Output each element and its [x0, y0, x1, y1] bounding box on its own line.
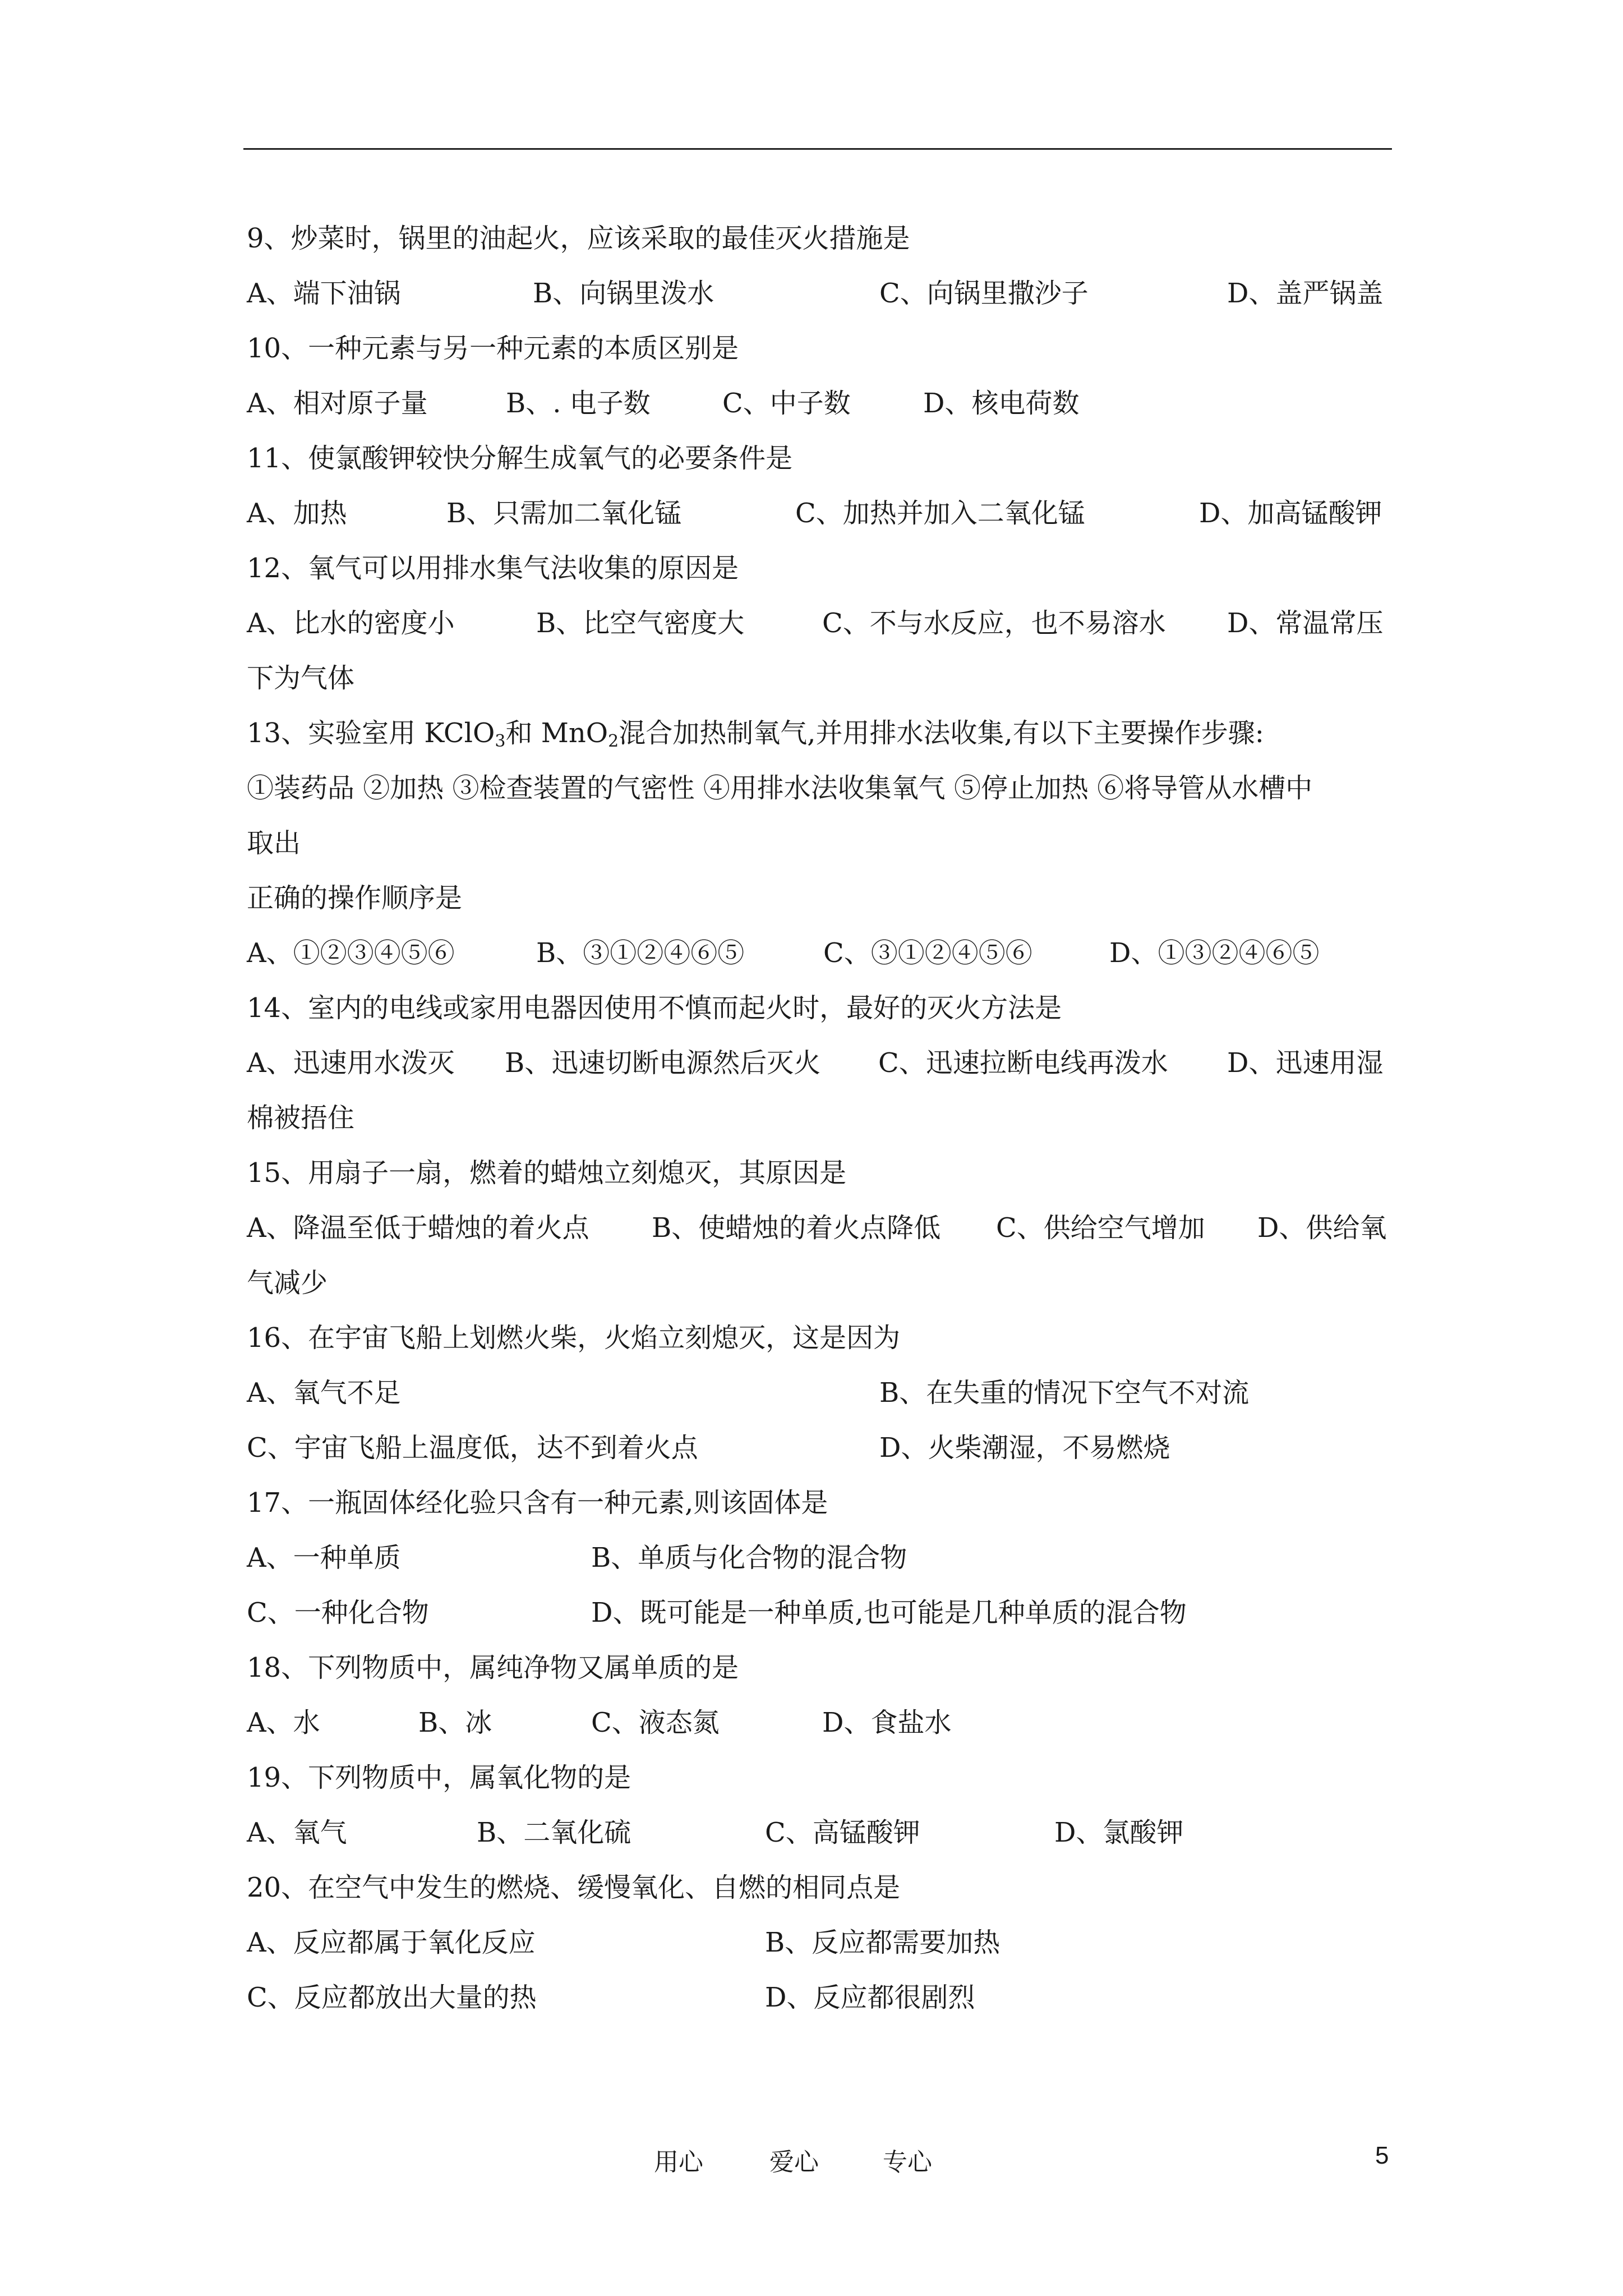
question-12-option-d-continued: 下为气体: [247, 662, 355, 694]
question-15-options: [247, 1200, 1402, 1255]
question-13-prompt: 正确的操作顺序是: [247, 882, 463, 914]
option-c: C、液态氮: [591, 1707, 720, 1738]
option-b: B、迅速切断电源然后灭火: [505, 1047, 821, 1079]
option-d: D、①③②④⑥⑤: [1109, 937, 1320, 969]
option-b: B、单质与化合物的混合物: [591, 1542, 907, 1573]
question-15-stem: 15、用扇子一扇，燃着的蜡烛立刻熄灭，其原因是: [247, 1157, 847, 1189]
option-b: B、③①②④⑥⑤: [536, 937, 745, 969]
option-c: C、迅速拉断电线再泼水: [878, 1047, 1168, 1079]
option-a: A、①②③④⑤⑥: [247, 937, 455, 969]
question-19-stem: 19、下列物质中，属氧化物的是: [247, 1762, 631, 1793]
page-footer: [0, 2142, 1623, 2181]
option-c: C、③①②④⑤⑥: [823, 937, 1032, 969]
question-14-options: [247, 1036, 1402, 1091]
question-16-stem: 16、在宇宙飞船上划燃火柴，火焰立刻熄灭，这是因为: [247, 1322, 901, 1354]
option-b: B、比空气密度大: [536, 608, 745, 639]
question-19-options: [247, 1805, 1402, 1860]
question-list: [247, 211, 1402, 2025]
stem-part-3: 混合加热制氧气,并用排水法收集,有以下主要操作步骤:: [619, 717, 1264, 749]
question-14-option-d-continued: 棉被捂住: [247, 1102, 355, 1134]
option-c: C、不与水反应，也不易溶水: [822, 608, 1166, 639]
question-12-stem: 12、氧气可以用排水集气法收集的原因是: [247, 553, 739, 584]
question-9-stem: 9、炒菜时，锅里的油起火，应该采取的最佳灭火措施是: [247, 223, 910, 254]
question-10-options: [247, 376, 1402, 431]
option-b: B、只需加二氧化锰: [446, 498, 682, 529]
option-d: D、盖严锅盖: [1227, 278, 1384, 309]
option-a: A、反应都属于氧化反应: [247, 1927, 536, 1958]
footer-motto-2: 爱心: [769, 2148, 819, 2177]
option-d: D、火柴潮湿，不易燃烧: [879, 1432, 1170, 1464]
subscript-3: 3: [495, 731, 506, 751]
question-13-steps: ①装药品 ②加热 ③检查装置的气密性 ④用排水法收集氧气 ⑤停止加热 ⑥将导管从水槽中: [247, 772, 1313, 804]
option-d: D、食盐水: [822, 1707, 952, 1738]
question-10-stem: 10、一种元素与另一种元素的本质区别是: [247, 333, 739, 364]
question-20-stem: 20、在空气中发生的燃烧、缓慢氧化、自燃的相同点是: [247, 1872, 901, 1903]
option-a: A、水: [247, 1707, 320, 1738]
question-11-options: [247, 486, 1402, 541]
option-a: A、比水的密度小: [247, 608, 455, 639]
option-b: B、二氧化硫: [477, 1817, 631, 1848]
question-18-options: [247, 1695, 1402, 1750]
option-c: C、加热并加入二氧化锰: [795, 498, 1085, 529]
question-12-options: [247, 596, 1402, 651]
stem-part-1: 13、实验室用 KClO: [247, 717, 495, 749]
page-number: 5: [1375, 2142, 1389, 2169]
option-d: D、反应都很剧烈: [765, 1982, 975, 2013]
question-13-options: [247, 926, 1402, 981]
question-9-options: [247, 266, 1402, 321]
option-c: C、反应都放出大量的热: [247, 1982, 537, 2013]
question-13-stem: [247, 706, 1402, 761]
option-c: C、中子数: [722, 388, 851, 419]
option-a: A、相对原子量: [247, 388, 428, 419]
question-20-options-ab: [247, 1915, 1402, 1970]
question-17-stem: 17、一瓶固体经化验只含有一种元素,则该固体是: [247, 1487, 828, 1519]
option-c: C、一种化合物: [247, 1597, 429, 1628]
option-d: D、既可能是一种单质,也可能是几种单质的混合物: [591, 1597, 1187, 1628]
option-a: A、端下油锅: [247, 278, 401, 309]
option-b: B、使蜡烛的着火点降低: [652, 1212, 941, 1244]
question-18-stem: 18、下列物质中，属纯净物又属单质的是: [247, 1652, 739, 1683]
question-16-options-cd: [247, 1420, 1402, 1475]
option-c: C、向锅里撒沙子: [879, 278, 1089, 309]
option-d: D、加高锰酸钾: [1199, 498, 1382, 529]
option-c: C、供给空气增加: [996, 1212, 1205, 1244]
option-d: D、供给氧: [1257, 1212, 1387, 1244]
header-rule: [243, 148, 1392, 150]
question-17-options-cd: [247, 1585, 1402, 1640]
option-a: A、降温至低于蜡烛的着火点: [247, 1212, 589, 1244]
option-b: B、在失重的情况下空气不对流: [879, 1377, 1249, 1409]
question-17-options-ab: [247, 1530, 1402, 1585]
question-14-stem: 14、室内的电线或家用电器因使用不慎而起火时，最好的灭火方法是: [247, 992, 1062, 1024]
option-b: B、反应都需要加热: [765, 1927, 1000, 1958]
option-d: D、迅速用湿: [1227, 1047, 1384, 1079]
option-a: A、氧气不足: [247, 1377, 401, 1409]
option-c: C、高锰酸钾: [765, 1817, 920, 1848]
question-15-option-d-continued: 气减少: [247, 1267, 328, 1299]
question-20-options-cd: [247, 1970, 1402, 2025]
option-a: A、一种单质: [247, 1542, 401, 1573]
option-a: A、氧气: [247, 1817, 347, 1848]
footer-motto-3: 专心: [883, 2148, 932, 2177]
question-13-steps-continued: 取出: [247, 827, 301, 859]
option-b: B、. 电子数: [506, 388, 651, 419]
option-d: D、氯酸钾: [1054, 1817, 1184, 1848]
option-a: A、加热: [247, 498, 347, 529]
stem-part-2: 和 MnO: [505, 717, 608, 749]
question-11-stem: 11、使氯酸钾较快分解生成氧气的必要条件是: [247, 443, 793, 474]
option-b: B、向锅里泼水: [533, 278, 714, 309]
option-d: D、常温常压: [1227, 608, 1384, 639]
question-16-options-ab: [247, 1365, 1402, 1420]
option-a: A、迅速用水泼灭: [247, 1047, 455, 1079]
option-b: B、冰: [418, 1707, 492, 1738]
footer-motto-1: 用心: [654, 2148, 703, 2177]
subscript-2: 2: [608, 731, 619, 751]
option-c: C、宇宙飞船上温度低，达不到着火点: [247, 1432, 698, 1464]
option-d: D、核电荷数: [923, 388, 1080, 419]
